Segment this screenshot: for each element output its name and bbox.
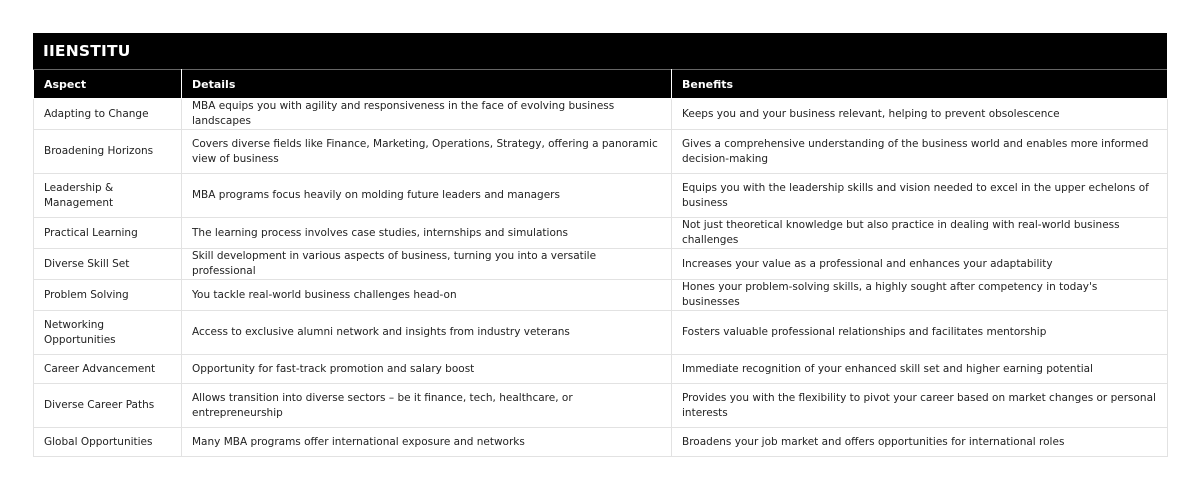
cell-details: The learning process involves case studies, internships and simulations bbox=[182, 218, 672, 249]
table-row bbox=[34, 99, 1168, 130]
cell-aspect: Problem Solving bbox=[34, 280, 182, 311]
cell-aspect: Diverse Career Paths bbox=[34, 384, 182, 428]
table-row bbox=[34, 130, 1168, 174]
cell-aspect: Leadership & Management bbox=[34, 174, 182, 218]
cell-benefits: Increases your value as a professional and enhances your adaptability bbox=[672, 249, 1168, 280]
cell-details: Skill development in various aspects of business, turning you into a versatile professional bbox=[182, 249, 672, 280]
cell-aspect: Broadening Horizons bbox=[34, 130, 182, 174]
cell-aspect: Networking Opportunities bbox=[34, 311, 182, 355]
table-row bbox=[34, 428, 1168, 457]
table-row bbox=[34, 311, 1168, 355]
cell-benefits: Equips you with the leadership skills and vision needed to excel in the upper echelons of business bbox=[672, 174, 1168, 218]
cell-details: Many MBA programs offer international exposure and networks bbox=[182, 428, 672, 457]
mba-benefits-card bbox=[33, 33, 1167, 457]
cell-details: MBA equips you with agility and responsiveness in the face of evolving business landscapes bbox=[182, 99, 672, 130]
cell-details: Opportunity for fast-track promotion and salary boost bbox=[182, 355, 672, 384]
cell-aspect: Global Opportunities bbox=[34, 428, 182, 457]
column-header-benefits: Benefits bbox=[672, 70, 1168, 99]
cell-benefits: Gives a comprehensive understanding of the business world and enables more informed decision-making bbox=[672, 130, 1168, 174]
table-row bbox=[34, 355, 1168, 384]
table-header bbox=[34, 70, 1168, 99]
cell-benefits: Fosters valuable professional relationships and facilitates mentorship bbox=[672, 311, 1168, 355]
cell-details: Access to exclusive alumni network and insights from industry veterans bbox=[182, 311, 672, 355]
cell-benefits: Provides you with the flexibility to pivot your career based on market changes or personal interests bbox=[672, 384, 1168, 428]
table-row bbox=[34, 249, 1168, 280]
cell-benefits: Broadens your job market and offers opportunities for international roles bbox=[672, 428, 1168, 457]
table-row bbox=[34, 280, 1168, 311]
cell-benefits: Immediate recognition of your enhanced skill set and higher earning potential bbox=[672, 355, 1168, 384]
cell-benefits: Keeps you and your business relevant, helping to prevent obsolescence bbox=[672, 99, 1168, 130]
cell-benefits: Hones your problem-solving skills, a highly sought after competency in today's businesses bbox=[672, 280, 1168, 311]
brand-logo-text: IIENSTITU bbox=[43, 42, 131, 60]
benefits-table bbox=[33, 69, 1168, 457]
table-row bbox=[34, 384, 1168, 428]
brand-bar bbox=[33, 33, 1167, 69]
cell-details: Covers diverse fields like Finance, Marketing, Operations, Strategy, offering a panoramic view of business bbox=[182, 130, 672, 174]
cell-aspect: Practical Learning bbox=[34, 218, 182, 249]
table-body bbox=[34, 99, 1168, 457]
table-row bbox=[34, 218, 1168, 249]
column-header-details: Details bbox=[182, 70, 672, 99]
cell-aspect: Adapting to Change bbox=[34, 99, 182, 130]
table-row bbox=[34, 174, 1168, 218]
cell-details: You tackle real-world business challenges head-on bbox=[182, 280, 672, 311]
cell-aspect: Career Advancement bbox=[34, 355, 182, 384]
column-header-aspect: Aspect bbox=[34, 70, 182, 99]
header-row bbox=[34, 70, 1168, 99]
cell-details: MBA programs focus heavily on molding future leaders and managers bbox=[182, 174, 672, 218]
cell-aspect: Diverse Skill Set bbox=[34, 249, 182, 280]
cell-details: Allows transition into diverse sectors – be it finance, tech, healthcare, or entrepreneurship bbox=[182, 384, 672, 428]
cell-benefits: Not just theoretical knowledge but also practice in dealing with real-world business challenges bbox=[672, 218, 1168, 249]
